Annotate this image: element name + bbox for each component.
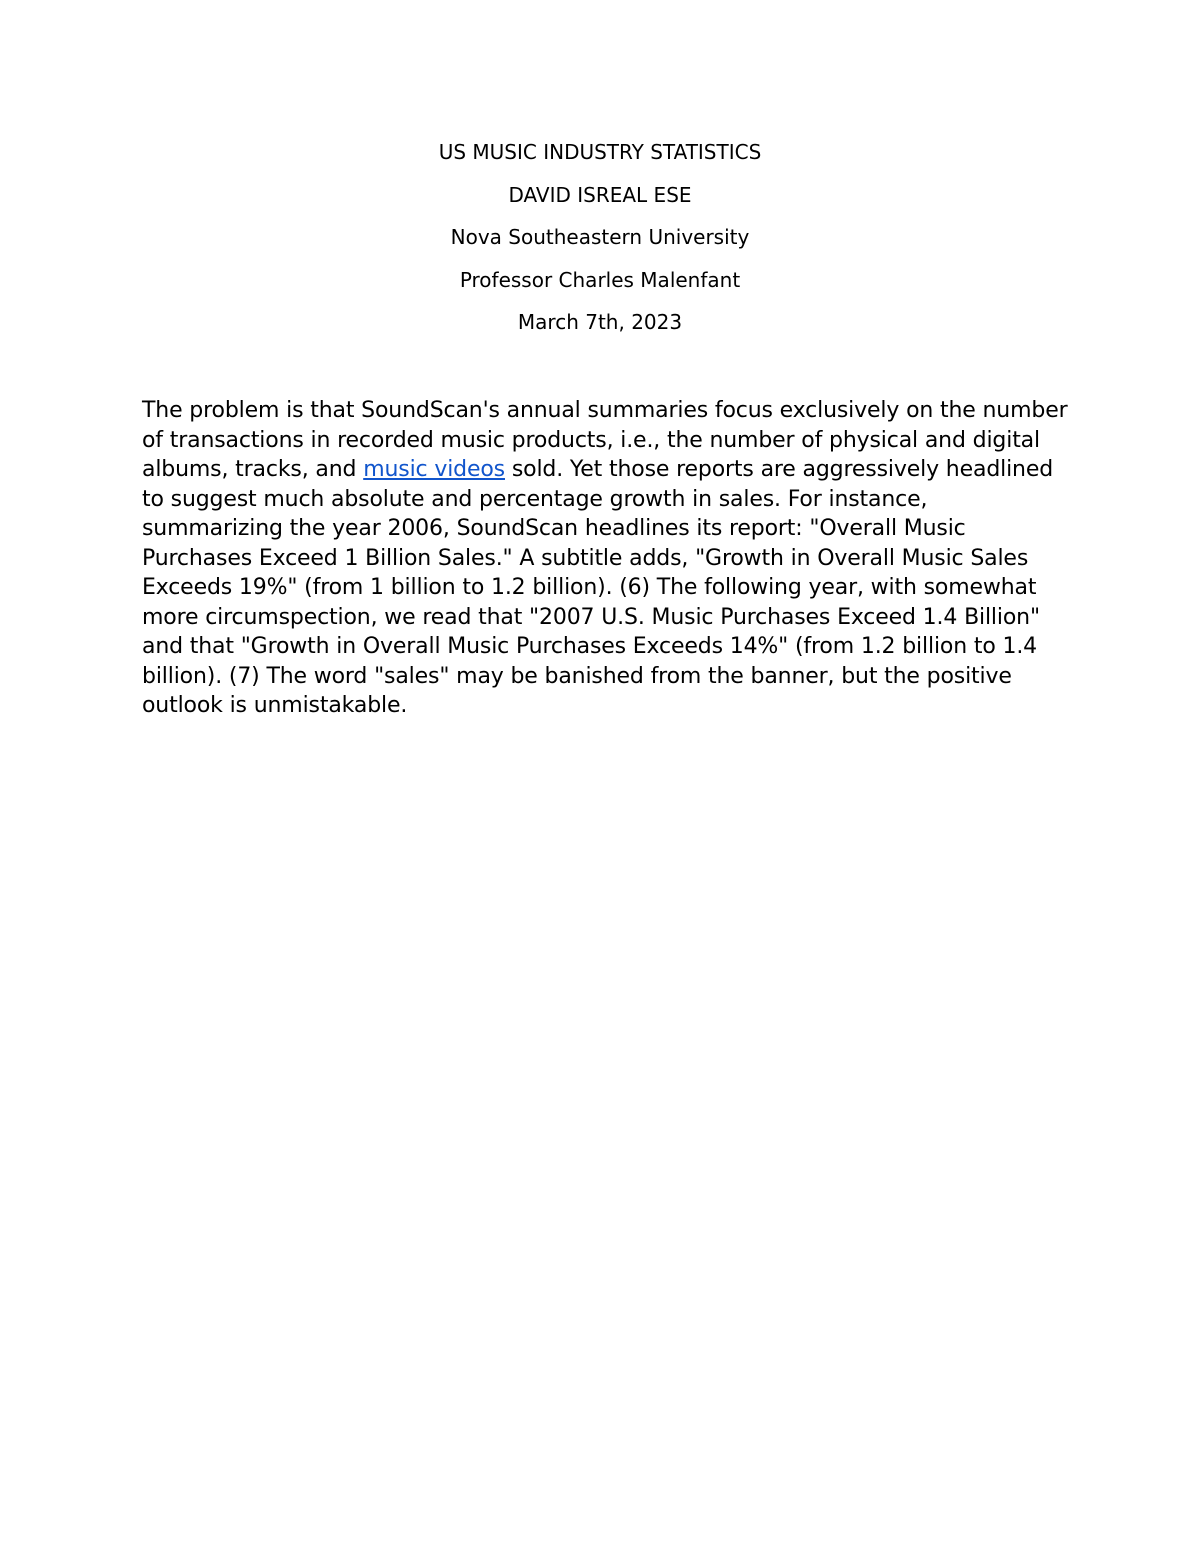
document-title: US MUSIC INDUSTRY STATISTICS — [438, 140, 762, 164]
title-block — [0, 138, 1200, 351]
document-date: March 7th, 2023 — [517, 310, 683, 334]
institution-name: Nova Southeastern University — [450, 225, 750, 249]
music-videos-link[interactable]: music videos — [363, 457, 505, 482]
body-text-before-link: The problem is that SoundScan's annual summaries focus exclusively on the number of transactions in recorded music products, i.e., the number of physical and digital albums, tracks, and — [142, 398, 1068, 482]
body-paragraph — [142, 396, 1072, 721]
author-name: DAVID ISREAL ESE — [508, 182, 692, 207]
body-text-after-link: sold. Yet those reports are aggressively headlined to suggest much absolute and percentage growth in sales. For instance, summarizing the year 2006, SoundScan headlines its report: "Overall Music Purchases Exceed 1 Billion Sales." A subtitle adds, "Growth in Overall Music Sales Exceeds 19%" (from 1 billion to 1.2 billion). (6) The following year, with somewhat more circumspection, we read that "2007 U.S. Music Purchases Exceed 1.4 Billion" and that "Growth in Overall Music Purchases Exceeds 14%" (from 1.2 billion to 1.4 billion). (7) The word "sales" may be banished from the banner, but the positive outlook is unmistakable. — [142, 457, 1054, 718]
professor-name: Professor Charles Malenfant — [459, 267, 741, 292]
